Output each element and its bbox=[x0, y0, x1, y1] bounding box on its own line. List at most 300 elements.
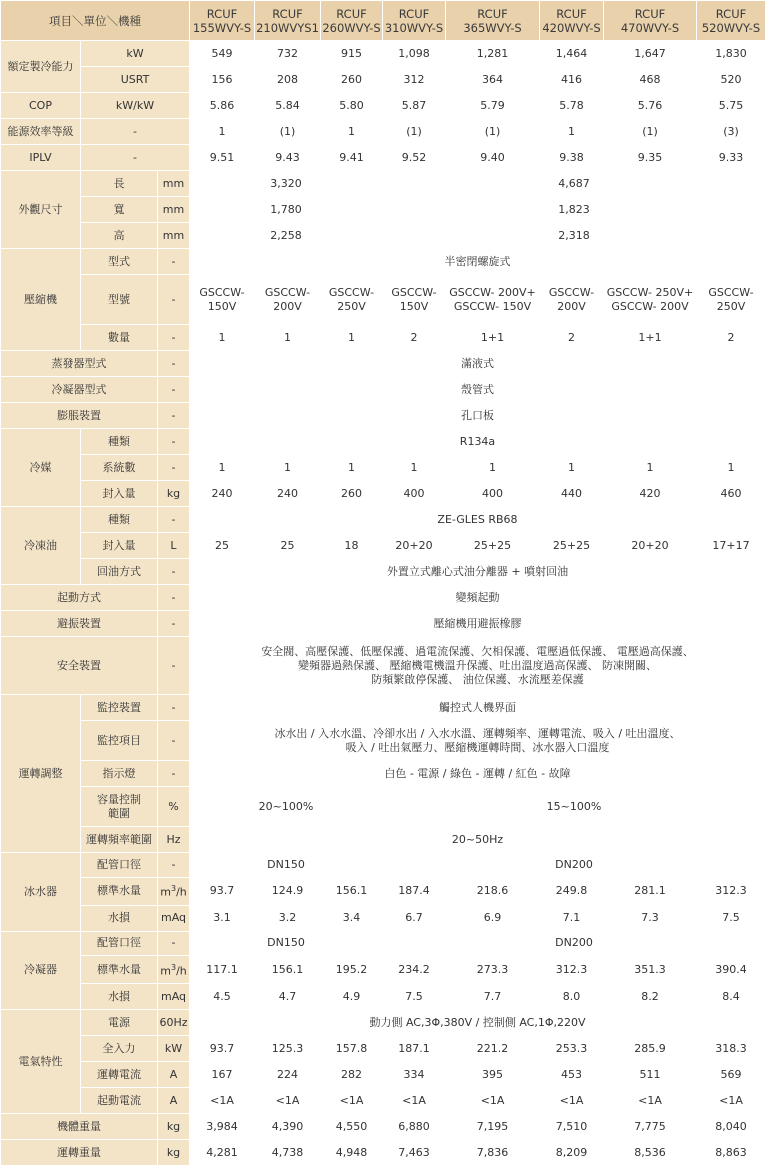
chiller-pipe-row bbox=[1, 853, 765, 878]
value-cell: 285.9 bbox=[604, 1036, 697, 1062]
value-cell: 8.2 bbox=[604, 984, 697, 1010]
rated-cooling-usrt-row bbox=[1, 67, 765, 93]
value-cell: 7,195 bbox=[446, 1114, 540, 1140]
value-cell: 安全閥、高壓保護、低壓保護、過電流保護、欠相保護、電壓過低保護、 電壓過高保護、 變頻器過熱保護、 壓縮機電機溫升保護、吐出溫度過高保護、 防凍開關、 防頻繁啟停保護、 油位保護、水流壓差保護 bbox=[190, 637, 765, 695]
value-cell: 93.7 bbox=[190, 877, 255, 905]
value-cell: 9.52 bbox=[383, 145, 446, 171]
value-cell: 240 bbox=[255, 481, 321, 507]
value-cell: 8,536 bbox=[604, 1140, 697, 1166]
sub-label: 容量控制 範圍 bbox=[81, 787, 158, 827]
value-cell: 2 bbox=[383, 325, 446, 351]
refrigerant-charge-row bbox=[1, 481, 765, 507]
value-cell: <1A bbox=[321, 1088, 383, 1114]
unit-label: - bbox=[158, 695, 190, 721]
sub-label: 電源 bbox=[81, 1010, 158, 1036]
value-cell: 520 bbox=[697, 67, 765, 93]
value-cell: 外置立式離心式油分離器 + 噴射回油 bbox=[190, 559, 765, 585]
value-cell: 1,647 bbox=[604, 41, 697, 67]
value-cell: 1,780 bbox=[190, 197, 383, 223]
unit-label: A bbox=[158, 1088, 190, 1114]
value-cell: 25+25 bbox=[540, 533, 604, 559]
model-header: RCUF 365WVY-S bbox=[446, 1, 540, 41]
sub-label: 配管口徑 bbox=[81, 931, 158, 956]
value-cell: 440 bbox=[540, 481, 604, 507]
value-cell: 569 bbox=[697, 1062, 765, 1088]
oil-return-row bbox=[1, 559, 765, 585]
value-cell: 4,687 bbox=[383, 171, 765, 197]
value-cell: 8,209 bbox=[540, 1140, 604, 1166]
unit-label: mAq bbox=[158, 905, 190, 931]
unit-label: kg bbox=[158, 1114, 190, 1140]
value-cell: 1 bbox=[604, 455, 697, 481]
value-cell: 732 bbox=[255, 41, 321, 67]
unit-label: - bbox=[158, 377, 190, 403]
unit-label: - bbox=[158, 249, 190, 275]
value-cell: 453 bbox=[540, 1062, 604, 1088]
value-cell: DN150 bbox=[190, 931, 383, 956]
value-cell: GSCCW- 150V bbox=[383, 275, 446, 325]
value-cell: DN200 bbox=[383, 931, 765, 956]
unit-label: A bbox=[158, 1062, 190, 1088]
compressor-count-row bbox=[1, 325, 765, 351]
value-cell: 20+20 bbox=[604, 533, 697, 559]
cop-row bbox=[1, 93, 765, 119]
value-cell: R134a bbox=[190, 429, 765, 455]
value-cell: DN200 bbox=[383, 853, 765, 878]
sub-label: 監控裝置 bbox=[81, 695, 158, 721]
value-cell: 9.40 bbox=[446, 145, 540, 171]
value-cell: 1 bbox=[321, 455, 383, 481]
value-cell: 117.1 bbox=[190, 956, 255, 984]
evaporator-type-label: 蒸發器型式 bbox=[1, 351, 158, 377]
value-cell: 滿液式 bbox=[190, 351, 765, 377]
value-cell: 93.7 bbox=[190, 1036, 255, 1062]
value-cell: <1A bbox=[446, 1088, 540, 1114]
value-cell: 6.9 bbox=[446, 905, 540, 931]
value-cell: 1+1 bbox=[446, 325, 540, 351]
condenser-type-row bbox=[1, 377, 765, 403]
value-cell: GSCCW- 200V bbox=[255, 275, 321, 325]
value-cell: ZE-GLES RB68 bbox=[190, 507, 765, 533]
unit-label: - bbox=[158, 275, 190, 325]
value-cell: 20+20 bbox=[383, 533, 446, 559]
unit-label: % bbox=[158, 787, 190, 827]
sub-label: 起動電流 bbox=[81, 1088, 158, 1114]
value-cell: 9.51 bbox=[190, 145, 255, 171]
unit-label: kW bbox=[158, 1036, 190, 1062]
power-row bbox=[1, 1010, 765, 1036]
rated-cooling-kw-row bbox=[1, 41, 765, 67]
value-cell: 冰水出 / 入水水溫、冷卻水出 / 入水水溫、運轉頻率、運轉電流、吸入 / 吐出溫度、 吸入 / 吐出氣壓力、壓縮機運轉時間、冰水器入口溫度 bbox=[190, 721, 765, 761]
unit-label: $m^3/h$ bbox=[158, 956, 190, 984]
oil-charge-row bbox=[1, 533, 765, 559]
unit-label: 60Hz bbox=[158, 1010, 190, 1036]
value-cell: 253.3 bbox=[540, 1036, 604, 1062]
unit-label: L bbox=[158, 533, 190, 559]
value-cell: 1 bbox=[190, 325, 255, 351]
monitor-device-row bbox=[1, 695, 765, 721]
value-cell: 416 bbox=[540, 67, 604, 93]
sub-label: 寬 bbox=[81, 197, 158, 223]
sub-label: 系統數 bbox=[81, 455, 158, 481]
refrigerant-label: 冷媒 bbox=[1, 429, 81, 507]
value-cell: 318.3 bbox=[697, 1036, 765, 1062]
iplv-row bbox=[1, 145, 765, 171]
oil-kind-row bbox=[1, 507, 765, 533]
value-cell: 9.33 bbox=[697, 145, 765, 171]
sub-label: 指示燈 bbox=[81, 761, 158, 787]
oil-label: 冷凍油 bbox=[1, 507, 81, 585]
value-cell: 156 bbox=[190, 67, 255, 93]
vibration-label: 避振裝置 bbox=[1, 611, 158, 637]
value-cell: 187.1 bbox=[383, 1036, 446, 1062]
operation-label: 運轉調整 bbox=[1, 695, 81, 853]
unit-label: - bbox=[158, 325, 190, 351]
value-cell: (1) bbox=[255, 119, 321, 145]
frequency-range-row bbox=[1, 827, 765, 853]
safety-label: 安全裝置 bbox=[1, 637, 158, 695]
value-cell: 25+25 bbox=[446, 533, 540, 559]
sub-label: 監控項目 bbox=[81, 721, 158, 761]
starting-label: 起動方式 bbox=[1, 585, 158, 611]
sub-label: 運轉頻率範圍 bbox=[81, 827, 158, 853]
compressor-type-row bbox=[1, 249, 765, 275]
sub-label: 配管口徑 bbox=[81, 853, 158, 878]
unit-label: Hz bbox=[158, 827, 190, 853]
value-cell: 187.4 bbox=[383, 877, 446, 905]
unit-label: - bbox=[158, 351, 190, 377]
unit-label: - bbox=[158, 403, 190, 429]
value-cell: 3.2 bbox=[255, 905, 321, 931]
value-cell: 281.1 bbox=[604, 877, 697, 905]
starting-row bbox=[1, 585, 765, 611]
expansion-device-label: 膨脹裝置 bbox=[1, 403, 158, 429]
unit-label: - bbox=[158, 559, 190, 585]
unit-label: mm bbox=[158, 197, 190, 223]
value-cell: 4.5 bbox=[190, 984, 255, 1010]
value-cell: 1 bbox=[255, 455, 321, 481]
value-cell: 915 bbox=[321, 41, 383, 67]
sub-label: 種類 bbox=[81, 507, 158, 533]
model-header: RCUF 520WVY-S bbox=[697, 1, 765, 41]
value-cell: 260 bbox=[321, 67, 383, 93]
value-cell: 9.38 bbox=[540, 145, 604, 171]
unit-label: - bbox=[158, 507, 190, 533]
value-cell: 3.1 bbox=[190, 905, 255, 931]
sub-label: 型式 bbox=[81, 249, 158, 275]
value-cell: <1A bbox=[604, 1088, 697, 1114]
value-cell: 20~100% bbox=[190, 787, 383, 827]
operating-weight-label: 運轉重量 bbox=[1, 1140, 158, 1166]
value-cell: 動力側 AC,3Φ,380V / 控制側 AC,1Φ,220V bbox=[190, 1010, 765, 1036]
value-cell: 6,880 bbox=[383, 1114, 446, 1140]
value-cell: 5.75 bbox=[697, 93, 765, 119]
unit-label: $m^3/h$ bbox=[158, 877, 190, 905]
value-cell: GSCCW- 200V bbox=[540, 275, 604, 325]
model-header: RCUF 470WVY-S bbox=[604, 1, 697, 41]
value-cell: 1 bbox=[540, 119, 604, 145]
value-cell: 400 bbox=[446, 481, 540, 507]
value-cell: 7,510 bbox=[540, 1114, 604, 1140]
value-cell: 312.3 bbox=[540, 956, 604, 984]
chiller-label: 冰水器 bbox=[1, 853, 81, 932]
value-cell: 半密閉螺旋式 bbox=[190, 249, 765, 275]
cop-label: COP bbox=[1, 93, 81, 119]
value-cell: 1 bbox=[190, 455, 255, 481]
value-cell: 312.3 bbox=[697, 877, 765, 905]
value-cell: 5.84 bbox=[255, 93, 321, 119]
header-row bbox=[1, 1, 765, 41]
model-header: RCUF 260WVY-S bbox=[321, 1, 383, 41]
monitor-items-row bbox=[1, 721, 765, 761]
condenser-type-label: 冷凝器型式 bbox=[1, 377, 158, 403]
value-cell: 7,775 bbox=[604, 1114, 697, 1140]
value-cell: 4,738 bbox=[255, 1140, 321, 1166]
value-cell: GSCCW- 200V+ GSCCW- 150V bbox=[446, 275, 540, 325]
value-cell: 殼管式 bbox=[190, 377, 765, 403]
value-cell: 9.41 bbox=[321, 145, 383, 171]
value-cell: 260 bbox=[321, 481, 383, 507]
value-cell: 400 bbox=[383, 481, 446, 507]
value-cell: 395 bbox=[446, 1062, 540, 1088]
value-cell: 4,550 bbox=[321, 1114, 383, 1140]
sub-label: 種類 bbox=[81, 429, 158, 455]
value-cell: 282 bbox=[321, 1062, 383, 1088]
sub-label: 高 bbox=[81, 223, 158, 249]
sub-label: 封入量 bbox=[81, 481, 158, 507]
value-cell: 5.80 bbox=[321, 93, 383, 119]
value-cell: 468 bbox=[604, 67, 697, 93]
compressor-model-row bbox=[1, 275, 765, 325]
value-cell: 2,318 bbox=[383, 223, 765, 249]
sub-label: 標準水量 bbox=[81, 877, 158, 905]
value-cell: 1 bbox=[321, 119, 383, 145]
value-cell: 25 bbox=[255, 533, 321, 559]
header-corner: 項目＼單位＼機種 bbox=[1, 1, 190, 41]
value-cell: 208 bbox=[255, 67, 321, 93]
value-cell: 3,984 bbox=[190, 1114, 255, 1140]
sub-label: 型號 bbox=[81, 275, 158, 325]
unit-label: kg bbox=[158, 1140, 190, 1166]
expansion-device-row bbox=[1, 403, 765, 429]
unit-label: kW bbox=[81, 41, 190, 67]
value-cell: 157.8 bbox=[321, 1036, 383, 1062]
value-cell: 7.3 bbox=[604, 905, 697, 931]
value-cell: 167 bbox=[190, 1062, 255, 1088]
value-cell: GSCCW- 250V bbox=[697, 275, 765, 325]
value-cell: 9.43 bbox=[255, 145, 321, 171]
unit-label: - bbox=[158, 585, 190, 611]
indicator-row bbox=[1, 761, 765, 787]
compressor-label: 壓縮機 bbox=[1, 249, 81, 351]
dimensions-label: 外觀尺寸 bbox=[1, 171, 81, 249]
value-cell: 1 bbox=[321, 325, 383, 351]
value-cell: 5.87 bbox=[383, 93, 446, 119]
safety-row bbox=[1, 637, 765, 695]
evaporator-type-row bbox=[1, 351, 765, 377]
value-cell: 1+1 bbox=[604, 325, 697, 351]
refrigerant-circuits-row bbox=[1, 455, 765, 481]
unit-label: mm bbox=[158, 223, 190, 249]
model-header: RCUF 310WVY-S bbox=[383, 1, 446, 41]
value-cell: 白色 - 電源 / 綠色 - 運轉 / 紅色 - 故障 bbox=[190, 761, 765, 787]
vibration-row bbox=[1, 611, 765, 637]
sub-label: 全入力 bbox=[81, 1036, 158, 1062]
value-cell: 1,830 bbox=[697, 41, 765, 67]
chiller-flow-row bbox=[1, 877, 765, 905]
unit-label: - bbox=[81, 145, 190, 171]
value-cell: 1 bbox=[697, 455, 765, 481]
value-cell: (3) bbox=[697, 119, 765, 145]
sub-label: 運轉電流 bbox=[81, 1062, 158, 1088]
value-cell: 變頻起動 bbox=[190, 585, 765, 611]
value-cell: <1A bbox=[255, 1088, 321, 1114]
dimension-width-row bbox=[1, 197, 765, 223]
value-cell: 1,281 bbox=[446, 41, 540, 67]
value-cell: GSCCW- 150V bbox=[190, 275, 255, 325]
value-cell: <1A bbox=[540, 1088, 604, 1114]
sub-label: 封入量 bbox=[81, 533, 158, 559]
value-cell: 273.3 bbox=[446, 956, 540, 984]
value-cell: 8,863 bbox=[697, 1140, 765, 1166]
value-cell: 420 bbox=[604, 481, 697, 507]
unit-label: mm bbox=[158, 171, 190, 197]
value-cell: 2 bbox=[697, 325, 765, 351]
electrical-label: 電氣特性 bbox=[1, 1010, 81, 1114]
value-cell: 1,098 bbox=[383, 41, 446, 67]
efficiency-grade-row bbox=[1, 119, 765, 145]
value-cell: 4,390 bbox=[255, 1114, 321, 1140]
dimension-height-row bbox=[1, 223, 765, 249]
model-header: RCUF 420WVY-S bbox=[540, 1, 604, 41]
value-cell: 7,836 bbox=[446, 1140, 540, 1166]
value-cell: 156.1 bbox=[255, 956, 321, 984]
rated-cooling-label: 額定製冷能力 bbox=[1, 41, 81, 93]
value-cell: 249.8 bbox=[540, 877, 604, 905]
value-cell: 224 bbox=[255, 1062, 321, 1088]
condenser-label: 冷凝器 bbox=[1, 931, 81, 1010]
value-cell: 1,823 bbox=[383, 197, 765, 223]
value-cell: 孔口板 bbox=[190, 403, 765, 429]
value-cell: 334 bbox=[383, 1062, 446, 1088]
value-cell: 7.5 bbox=[697, 905, 765, 931]
unit-label: - bbox=[158, 611, 190, 637]
unit-label: - bbox=[158, 455, 190, 481]
value-cell: 4,281 bbox=[190, 1140, 255, 1166]
condenser-pipe-row bbox=[1, 931, 765, 956]
value-cell: 4.7 bbox=[255, 984, 321, 1010]
value-cell: 125.3 bbox=[255, 1036, 321, 1062]
value-cell: 234.2 bbox=[383, 956, 446, 984]
value-cell: 124.9 bbox=[255, 877, 321, 905]
value-cell: 390.4 bbox=[697, 956, 765, 984]
value-cell: 4,948 bbox=[321, 1140, 383, 1166]
value-cell: GSCCW- 250V+ GSCCW- 200V bbox=[604, 275, 697, 325]
value-cell: 7,463 bbox=[383, 1140, 446, 1166]
value-cell: 5.79 bbox=[446, 93, 540, 119]
value-cell: 20~50Hz bbox=[190, 827, 765, 853]
run-current-row bbox=[1, 1062, 765, 1088]
sub-label: 水損 bbox=[81, 984, 158, 1010]
value-cell: 240 bbox=[190, 481, 255, 507]
value-cell: 195.2 bbox=[321, 956, 383, 984]
sub-label: 水損 bbox=[81, 905, 158, 931]
value-cell: 6.7 bbox=[383, 905, 446, 931]
value-cell: 25 bbox=[190, 533, 255, 559]
sub-label: 標準水量 bbox=[81, 956, 158, 984]
unit-label: - bbox=[158, 853, 190, 878]
value-cell: <1A bbox=[383, 1088, 446, 1114]
value-cell: 8.4 bbox=[697, 984, 765, 1010]
value-cell: (1) bbox=[604, 119, 697, 145]
value-cell: 1 bbox=[383, 455, 446, 481]
value-cell: (1) bbox=[446, 119, 540, 145]
value-cell: 17+17 bbox=[697, 533, 765, 559]
value-cell: 8,040 bbox=[697, 1114, 765, 1140]
value-cell: 5.86 bbox=[190, 93, 255, 119]
value-cell: 8.0 bbox=[540, 984, 604, 1010]
chiller-loss-row bbox=[1, 905, 765, 931]
value-cell: 1 bbox=[190, 119, 255, 145]
value-cell: 221.2 bbox=[446, 1036, 540, 1062]
unit-label: - bbox=[158, 761, 190, 787]
value-cell: 1 bbox=[540, 455, 604, 481]
value-cell: 218.6 bbox=[446, 877, 540, 905]
unit-label: - bbox=[158, 637, 190, 695]
condenser-flow-row bbox=[1, 956, 765, 984]
value-cell: 1,464 bbox=[540, 41, 604, 67]
value-cell: 5.76 bbox=[604, 93, 697, 119]
value-cell: 7.5 bbox=[383, 984, 446, 1010]
value-cell: 2,258 bbox=[190, 223, 383, 249]
value-cell: 觸控式人機界面 bbox=[190, 695, 765, 721]
value-cell: 18 bbox=[321, 533, 383, 559]
unit-label: - bbox=[81, 119, 190, 145]
sub-label: 長 bbox=[81, 171, 158, 197]
start-current-row bbox=[1, 1088, 765, 1114]
unit-label: kg bbox=[158, 481, 190, 507]
iplv-label: IPLV bbox=[1, 145, 81, 171]
value-cell: 3.4 bbox=[321, 905, 383, 931]
unit-label: - bbox=[158, 721, 190, 761]
sub-label: 數量 bbox=[81, 325, 158, 351]
machine-weight-label: 機體重量 bbox=[1, 1114, 158, 1140]
value-cell: 364 bbox=[446, 67, 540, 93]
value-cell: GSCCW- 250V bbox=[321, 275, 383, 325]
value-cell: 2 bbox=[540, 325, 604, 351]
value-cell: 壓縮機用避振橡膠 bbox=[190, 611, 765, 637]
model-header: RCUF 155WVY-S bbox=[190, 1, 255, 41]
value-cell: 1 bbox=[255, 325, 321, 351]
value-cell: 156.1 bbox=[321, 877, 383, 905]
unit-label: kW/kW bbox=[81, 93, 190, 119]
value-cell: 7.1 bbox=[540, 905, 604, 931]
condenser-loss-row bbox=[1, 984, 765, 1010]
sub-label: 回油方式 bbox=[81, 559, 158, 585]
model-header: RCUF 210WVYS1 bbox=[255, 1, 321, 41]
value-cell: 15~100% bbox=[383, 787, 765, 827]
value-cell: 549 bbox=[190, 41, 255, 67]
unit-label: USRT bbox=[81, 67, 190, 93]
value-cell: <1A bbox=[190, 1088, 255, 1114]
unit-label: mAq bbox=[158, 984, 190, 1010]
efficiency-grade-label: 能源效率等級 bbox=[1, 119, 81, 145]
value-cell: (1) bbox=[383, 119, 446, 145]
value-cell: 9.35 bbox=[604, 145, 697, 171]
value-cell: 4.9 bbox=[321, 984, 383, 1010]
machine-weight-row bbox=[1, 1114, 765, 1140]
value-cell: 511 bbox=[604, 1062, 697, 1088]
